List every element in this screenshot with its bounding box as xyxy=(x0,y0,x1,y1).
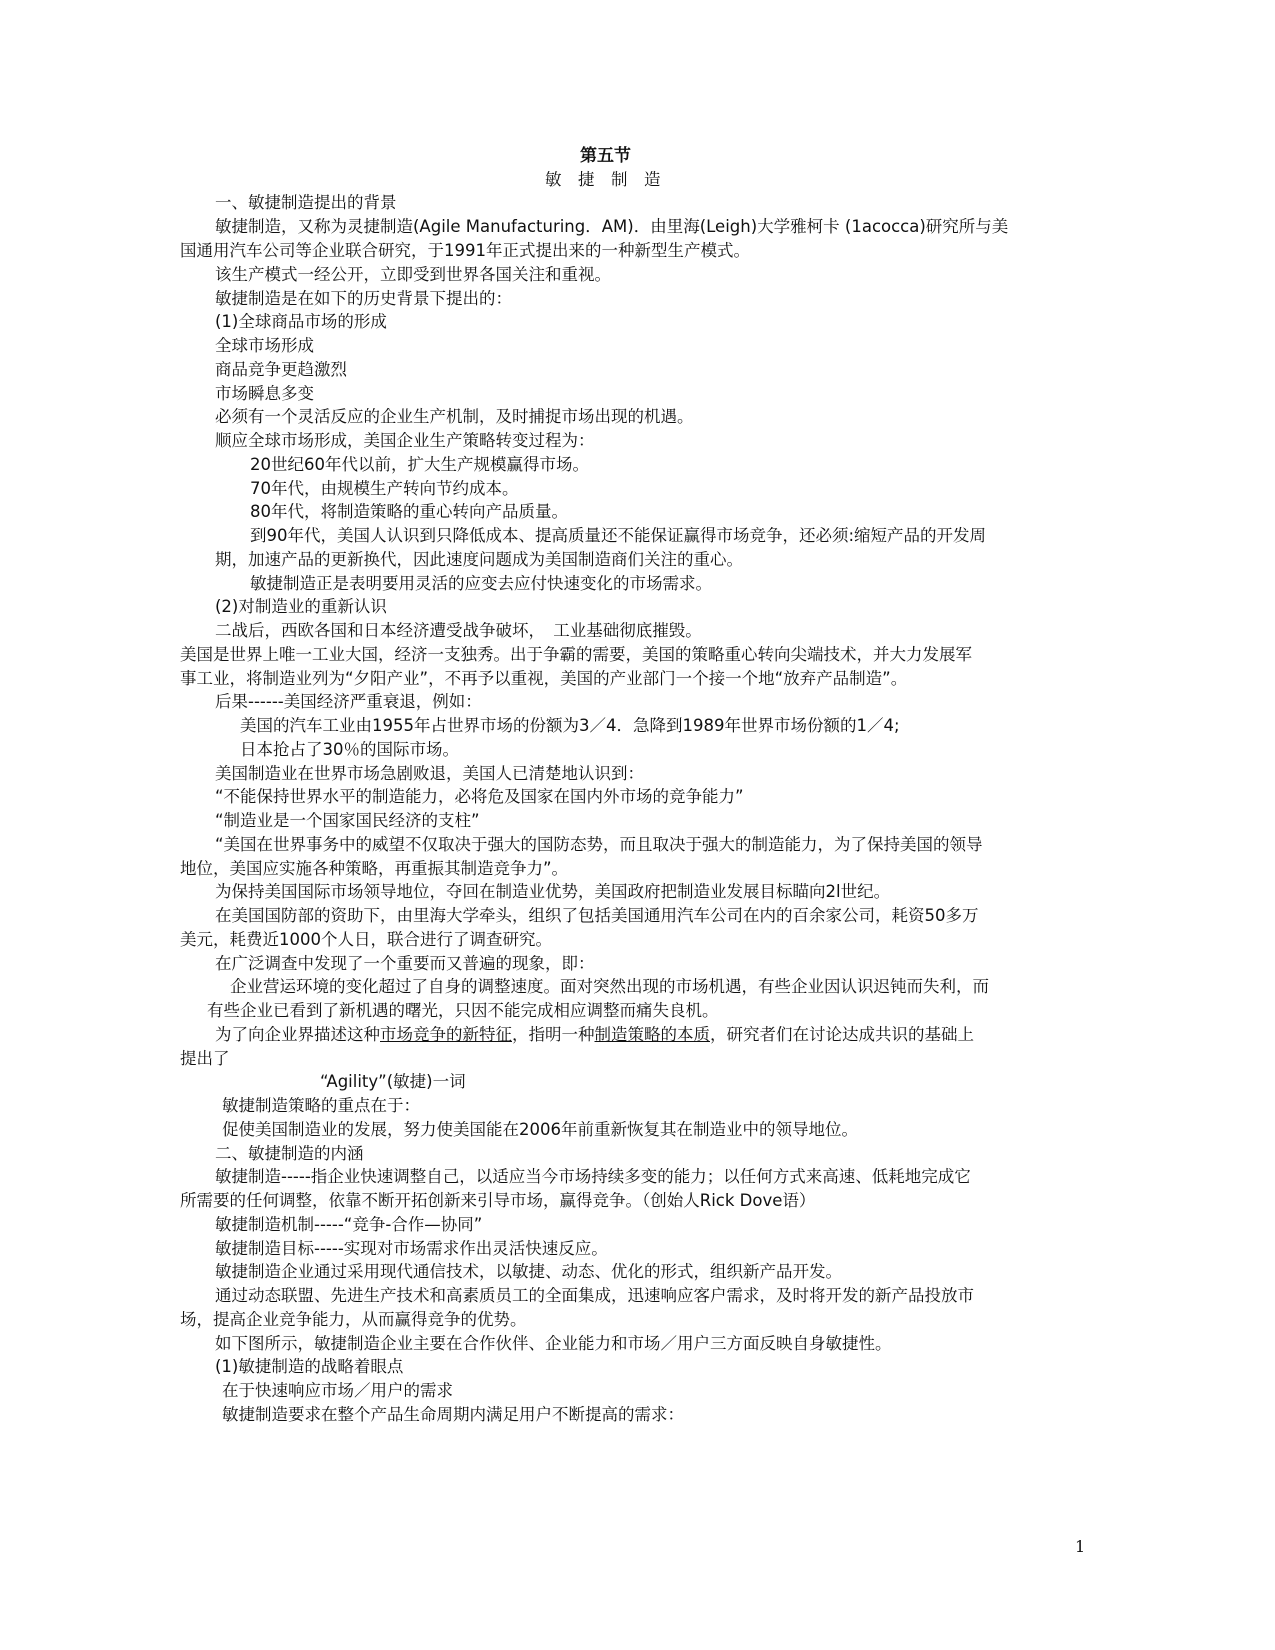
text-span: 为了向企业界描述这种 xyxy=(215,1025,380,1044)
paragraph-line: 在于快速响应市场／用户的需求 xyxy=(222,1381,453,1400)
paragraph-line: 美国制造业在世界市场急剧败退，美国人已清楚地认识到： xyxy=(215,764,644,783)
quote-line: 地位，美国应实施各种策略，再重振其制造竞争力”。 xyxy=(180,859,569,878)
paragraph-line: 通过动态联盟、先进生产技术和高素质员工的全面集成，迅速响应客户需求，及时将开发的新产品投放市 xyxy=(215,1286,974,1305)
paragraph-line: 事工业，将制造业列为“夕阳产业”，不再予以重视，美国的产业部门一个接一个地“放弃产品制造”。 xyxy=(180,669,908,688)
paragraph-line: 美国的汽车工业由1955年占世界市场的份额为3／4．急降到1989年世界市场份额的1／4; xyxy=(240,716,900,735)
paragraph-line: 日本抢占了30％的国际市场。 xyxy=(240,740,459,759)
subheading: (1)敏捷制造的战略着眼点 xyxy=(215,1357,404,1376)
paragraph-line: 美国是世界上唯一工业大国，经济一支独秀。出于争霸的需要，美国的策略重心转向尖端技术，并大力发展军 xyxy=(180,645,972,664)
list-item: 80年代，将制造策略的重心转向产品质量。 xyxy=(250,502,568,521)
quote-line: “制造业是一个国家国民经济的支柱” xyxy=(215,811,480,830)
list-item: 市场瞬息多变 xyxy=(215,384,314,403)
paragraph-line: 在广泛调查中发现了一个重要而又普遍的现象，即： xyxy=(215,954,595,973)
page-number: 1 xyxy=(1075,1537,1086,1556)
paragraph-line: 后果------美国经济严重衰退，例如： xyxy=(215,692,482,711)
text-span: ，研究者们在讨论达成共识的基础上 xyxy=(710,1025,974,1044)
paragraph-line: 在美国国防部的资助下，由里海大学牵头，组织了包括美国通用汽车公司在内的百余家公司，耗资50多万 xyxy=(215,906,979,925)
list-item: 商品竞争更趋激烈 xyxy=(215,360,347,379)
paragraph-line: 有些企业已看到了新机遇的曙光，只因不能完成相应调整而痛失良机。 xyxy=(207,1001,719,1020)
paragraph-line: 所需要的任何调整，依靠不断开拓创新来引导市场，赢得竞争。（创始人Rick Dove语） xyxy=(180,1191,816,1210)
underlined-term: 制造策略的本质 xyxy=(594,1025,710,1044)
paragraph-line: 该生产模式一经公开，立即受到世界各国关注和重视。 xyxy=(215,265,611,284)
quote-line: “不能保持世界水平的制造能力，必将危及国家在国内外市场的竞争能力” xyxy=(215,787,744,806)
text-span: ，指明一种 xyxy=(512,1025,595,1044)
paragraph-line: 企业营运环境的变化超过了自身的调整速度。面对突然出现的市场机遇，有些企业因认识迟钝而失利，而 xyxy=(230,977,989,996)
paragraph-line: 敏捷制造机制-----“竞争-合作—协同” xyxy=(215,1215,483,1234)
paragraph-line: 敏捷制造企业通过采用现代通信技术，以敏捷、动态、优化的形式，组织新产品开发。 xyxy=(215,1262,842,1281)
paragraph-line: 敏捷制造目标-----实现对市场需求作出灵活快速反应。 xyxy=(215,1239,608,1258)
paragraph-line: 国通用汽车公司等企业联合研究，于1991年正式提出来的一种新型生产模式。 xyxy=(180,241,750,260)
paragraph-line: 敏捷制造-----指企业快速调整自己，以适应当今市场持续多变的能力；以任何方式来高速、低耗地完成它 xyxy=(215,1167,971,1186)
agility-term: “Agility”(敏捷)一词 xyxy=(320,1072,466,1091)
paragraph-line: 敏捷制造正是表明要用灵活的应变去应付快速变化的市场需求。 xyxy=(250,574,712,593)
paragraph-line: 敏捷制造，又称为灵捷制造(Agile Manufacturing．AM)．由里海(Leigh)大学雅柯卡 (1acocca)研究所与美 xyxy=(215,217,1009,236)
paragraph-line: 为保持美国国际市场领导地位，夺回在制造业优势，美国政府把制造业发展目标瞄向2l世纪。 xyxy=(215,882,891,901)
subheading: (2)对制造业的重新认识 xyxy=(215,597,387,616)
paragraph-line: 美元，耗费近1000个人日，联合进行了调查研究。 xyxy=(180,930,552,949)
paragraph-line: 必须有一个灵活反应的企业生产机制，及时捕捉市场出现的机遇。 xyxy=(215,407,694,426)
section-subtitle: 敏 捷 制 造 xyxy=(545,170,661,189)
paragraph-line: 敏捷制造是在如下的历史背景下提出的： xyxy=(215,289,512,308)
heading-connotation: 二、敏捷制造的内涵 xyxy=(215,1144,364,1163)
paragraph-line: 提出了 xyxy=(180,1049,230,1068)
subheading: (1)全球商品市场的形成 xyxy=(215,312,387,331)
quote-line: “美国在世界事务中的威望不仅取决于强大的国防态势，而且取决于强大的制造能力，为了保持美国的领导 xyxy=(215,835,983,854)
paragraph-line: 期，加速产品的更新换代，因此速度问题成为美国制造商们关注的重心。 xyxy=(215,550,743,569)
section-title: 第五节 xyxy=(580,146,631,166)
mixed-paragraph-line xyxy=(215,1023,974,1047)
list-item: 全球市场形成 xyxy=(215,336,314,355)
underlined-term: 市场竞争的新特征 xyxy=(380,1025,512,1044)
paragraph-line: 到90年代，美国人认识到只降低成本、提高质量还不能保证赢得市场竞争，还必须:缩短产品的开发周 xyxy=(250,526,987,545)
paragraph-line: 如下图所示，敏捷制造企业主要在合作伙伴、企业能力和市场／用户三方面反映自身敏捷性。 xyxy=(215,1334,892,1353)
paragraph-line: 顺应全球市场形成，美国企业生产策略转变过程为： xyxy=(215,431,595,450)
paragraph-line: 敏捷制造策略的重点在于： xyxy=(222,1096,420,1115)
heading-background: 一、敏捷制造提出的背景 xyxy=(215,193,397,212)
list-item: 20世纪60年代以前，扩大生产规模赢得市场。 xyxy=(250,455,589,474)
paragraph-line: 场，提高企业竞争能力，从而赢得竞争的优势。 xyxy=(180,1310,527,1329)
paragraph-line: 敏捷制造要求在整个产品生命周期内满足用户不断提高的需求： xyxy=(222,1405,684,1424)
paragraph-line: 二战后，西欧各国和日本经济遭受战争破坏， 工业基础彻底摧毁。 xyxy=(215,621,702,640)
paragraph-line: 促使美国制造业的发展，努力使美国能在2006年前重新恢复其在制造业中的领导地位。 xyxy=(222,1120,858,1139)
list-item: 70年代，由规模生产转向节约成本。 xyxy=(250,479,519,498)
